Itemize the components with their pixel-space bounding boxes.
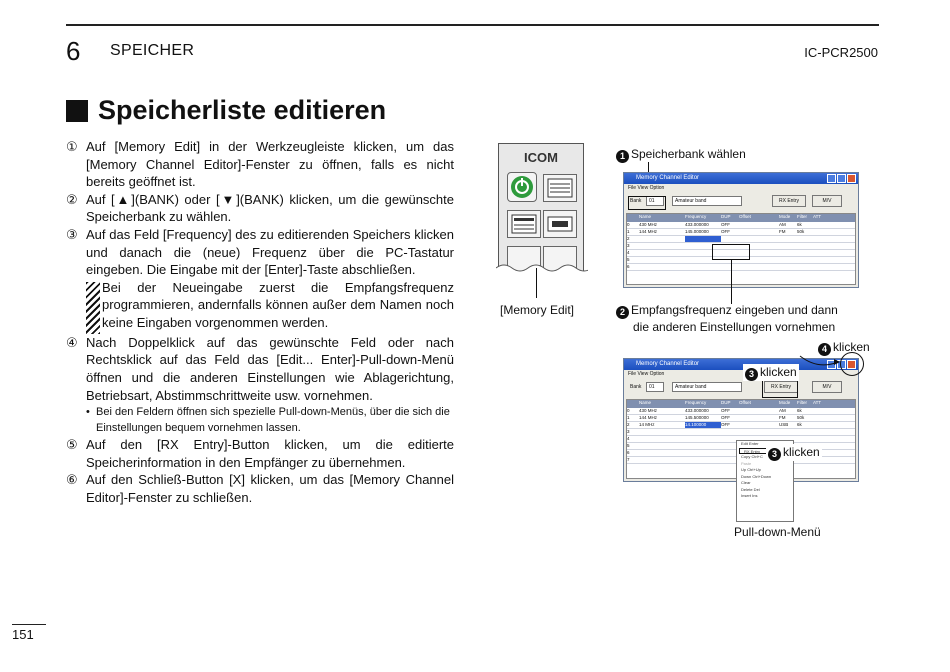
toolbar-illustration (498, 143, 584, 273)
popup-item: Up Ctrl+Up (741, 467, 761, 472)
pulldown-label: Pull-down-Menü (734, 525, 821, 539)
callout-3-bottom: 3 klicken (766, 444, 822, 461)
popup-item: Edit Enter (741, 441, 759, 446)
popup-item: Paste (741, 460, 752, 466)
popup-item: Clear (741, 480, 751, 485)
popup-item: Down Ctrl+Down (741, 473, 772, 479)
step-1: ① Auf [Memory Edit] in der Werkzeugleiste klicken, um das [Memory Channel Editor]-Fenster zu öffnen, falls es nicht bereits geöffnet ist. (66, 139, 454, 190)
callout-3-top: 3 klicken (743, 364, 799, 381)
steps-list (66, 138, 454, 507)
section-title-text: Speicherliste editieren (98, 95, 387, 125)
popup-item: Insert Ins (741, 493, 758, 498)
rx-entry-highlight (762, 380, 798, 398)
memory-list-icon (543, 174, 577, 202)
popup-item: Copy Ctrl+C (741, 454, 763, 459)
callout-2-leader (731, 260, 732, 304)
header-rule (66, 24, 879, 26)
close-button-highlight (840, 352, 864, 376)
editor-window-2: Memory Channel Editor File View Option Bank 01 Amateur band RX Entry M/V Name Frequency DUP Offset Mode Filter ATT 0 430 MHz 433.000000 OFF AM 6k 1 144 MHz 145.500000 OFF FM 50k 2 14 MHz 14.100000 OFF USB 6k 3 4 5 6 7 (623, 358, 859, 482)
footer-rule (12, 624, 46, 625)
callout-2: 2 Empfangsfrequenz eingeben und dann die anderen Einstellungen vornehmen (616, 302, 838, 335)
note: Bei der Neueingabe zuerst die Empfangsfrequenz programmieren, andernfalls können außer dem Namen noch keine Eingaben vorgenommen werden. (86, 279, 454, 334)
step-3: ③ Auf das Feld [Frequency] des zu editierenden Speichers klicken und danach die (neue) Frequenz über die PC-Tastatur eingeben. Die Eingabe mit der [Enter]-Taste abschließen. (66, 226, 454, 278)
frequency-highlight (712, 244, 750, 260)
memory-edit-icon (507, 210, 541, 238)
icom-logo: ICOM (524, 150, 558, 165)
chapter-number: 6 (66, 36, 81, 66)
step-4: ④ Nach Doppelklick auf das gewünschte Feld oder nach Rechtsklick auf das Feld das [Edit... Enter]-Pull-down-Menü öffnen und die anderen Einstellungen wie Ablagerichtung, Betriebsart, Abstimmschrittweite usw. vornehmen. (66, 334, 454, 403)
step-2: ② Auf [▲](BANK) oder [▼](BANK) klicken, um die gewünschte Speicherbank zu wählen. (66, 191, 454, 225)
callout-4: 4 klicken (818, 339, 870, 356)
step-6: ⑥ Auf den Schließ-Button [X] klicken, um das [Memory Channel Editor]-Fenster zu schließen. (66, 472, 454, 505)
scan-list-icon (543, 210, 577, 238)
callout-4-arrow (798, 352, 842, 374)
memory-edit-label: [Memory Edit] (500, 303, 575, 317)
section-title (66, 95, 386, 126)
model-name: IC-PCR2500 (804, 45, 878, 60)
torn-edge (496, 262, 588, 280)
step-5: ⑤ Auf den [RX Entry]-Button klicken, um die editierte Speicherinformation in den Empfänger zu übernehmen. (66, 437, 454, 470)
bank-highlight (628, 196, 666, 210)
callout-1: 1 Speicherbank wählen (616, 146, 746, 163)
power-button-icon (507, 172, 537, 202)
chapter-title: SPEICHER (110, 42, 195, 59)
popup-item: RX Entry (739, 448, 791, 455)
page-number: 151 (12, 627, 34, 642)
memory-edit-leader (536, 268, 537, 298)
popup-item: Delete Del (741, 486, 760, 492)
editor-window-1: Memory Channel Editor File View Option Bank 01 Amateur band RX Entry M/V Name Frequency DUP Offset Mode Filter ATT 0 430 MHz 433.000000 OFF AM 6k 1 144 MHz 145.000000 OFF FM 50k 2 3 4 5 6 (623, 172, 859, 288)
bullet-note: • Bei den Feldern öffnen sich spezielle Pull-down-Menüs, über die sich die Einstellungen bequem vornehmen lassen. (86, 406, 450, 435)
square-bullet-icon (66, 100, 88, 122)
note-icon (86, 282, 100, 334)
